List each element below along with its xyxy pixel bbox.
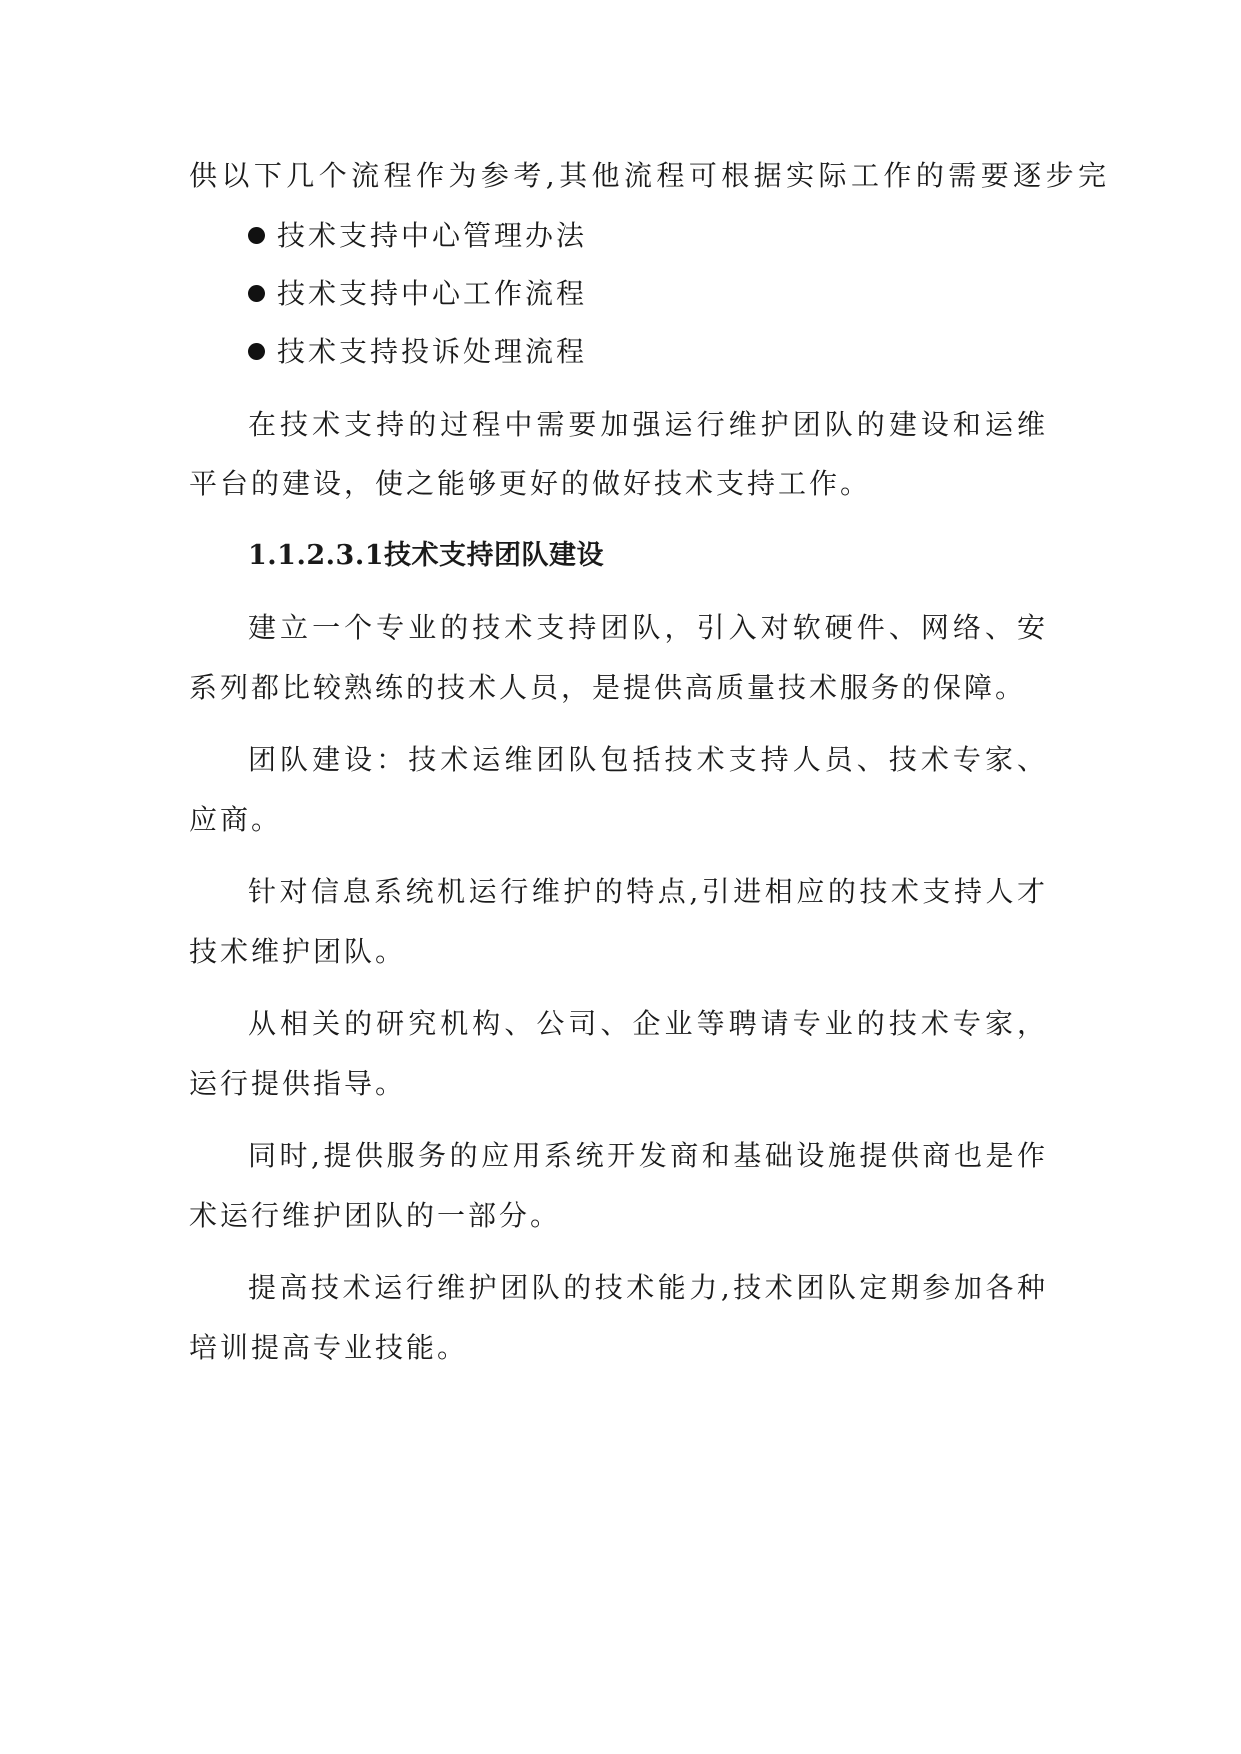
section-heading: 1.1.2.3.1技术支持团队建设 (248, 540, 605, 571)
paragraph-line: 运行提供指导。 (189, 1067, 407, 1100)
intro-line: 供以下几个流程作为参考,其他流程可根据实际工作的需要逐步完 (189, 159, 1109, 192)
paragraph-line: 系列都比较熟练的技术人员，是提供高质量技术服务的保障。 (189, 671, 1027, 704)
paragraph-line: 同时,提供服务的应用系统开发商和基础设施提供商也是作 (248, 1139, 1048, 1172)
paragraph-line: 从相关的研究机构、公司、企业等聘请专业的技术专家， (248, 1007, 1048, 1040)
paragraph-line: 针对信息系统机运行维护的特点,引进相应的技术支持人才 (248, 875, 1048, 908)
paragraph-line: 提高技术运行维护团队的技术能力,技术团队定期参加各种 (248, 1271, 1048, 1304)
bullet-text: 技术支持投诉处理流程 (277, 335, 588, 368)
bullet-icon (248, 227, 265, 244)
bullet-item (248, 274, 587, 314)
paragraph-line: 平台的建设，使之能够更好的做好技术支持工作。 (189, 467, 872, 500)
bullet-item (248, 216, 587, 256)
paragraph-line: 应商。 (189, 803, 283, 836)
paragraph-line: 术运行维护团队的一部分。 (189, 1199, 562, 1232)
paragraph-line: 技术维护团队。 (189, 935, 407, 968)
paragraph-line: 建立一个专业的技术支持团队，引入对软硬件、网络、安 (248, 611, 1048, 644)
paragraph-line: 团队建设：技术运维团队包括技术支持人员、技术专家、 (248, 743, 1048, 776)
paragraph-line: 培训提高专业技能。 (189, 1331, 469, 1364)
bullet-item (248, 332, 587, 372)
bullet-text: 技术支持中心工作流程 (277, 277, 588, 310)
bullet-icon (248, 285, 265, 302)
bullet-icon (248, 343, 265, 360)
paragraph-line: 在技术支持的过程中需要加强运行维护团队的建设和运维 (248, 408, 1048, 441)
bullet-text: 技术支持中心管理办法 (277, 219, 588, 252)
